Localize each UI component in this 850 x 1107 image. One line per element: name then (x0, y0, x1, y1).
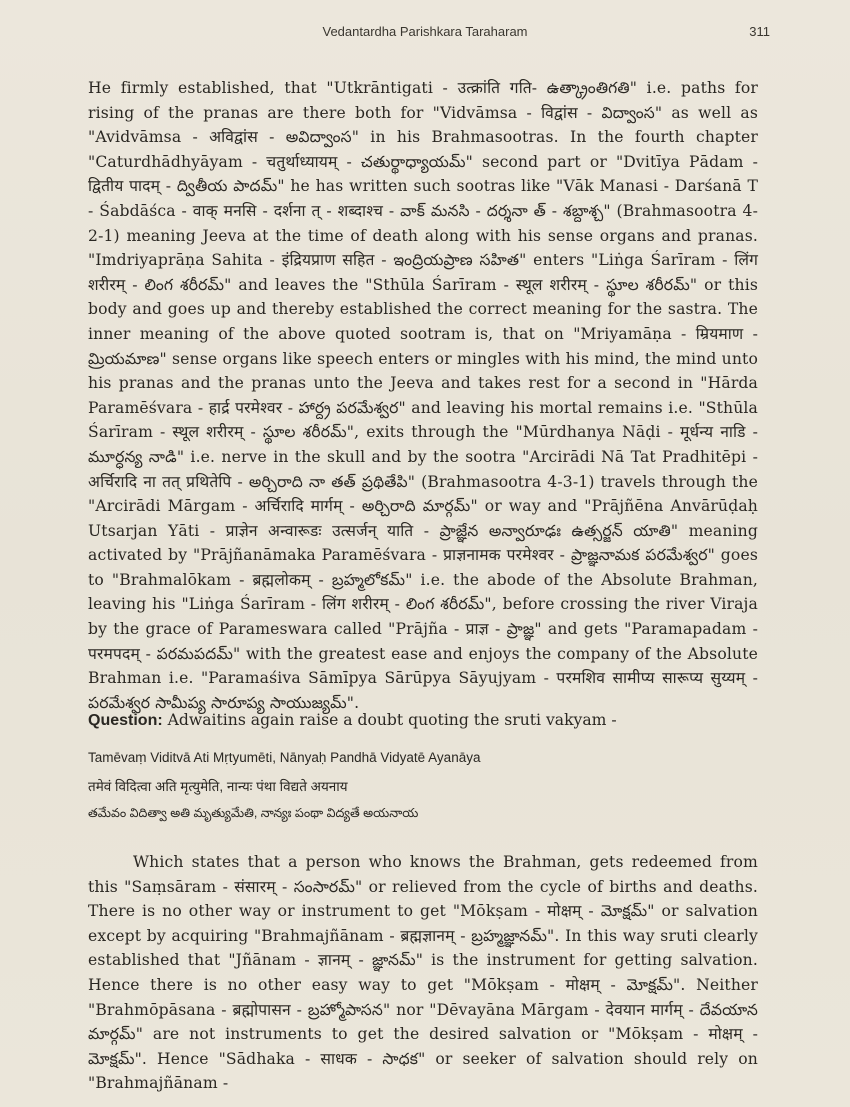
question-block (88, 708, 758, 733)
page-number: 311 (749, 24, 770, 39)
verse-roman: Tamēvaṃ Viditvā Ati Mṛtyumēti, Nānyaḥ Pandhā Vidyatē Ayanāya (88, 750, 481, 765)
paragraph-2: Which states that a person who knows the Brahman, gets redeemed from this "Saṃsāram - संसारम् - సంసారమ్" or relieved from the cycle of births and deaths. There is no other way or instrument to get "Mōkṣam - मोक्षम् - మోక్షమ్" or salvation except by acquiring "Brahmajñānam - ब्रह्मज्ञानम् - బ్రహ్మజ్ఞానమ్". In this way sruti clearly established that "Jñānam - ज्ञानम् - జ్ఞానమ్" is the instrument for getting salvation. Hence there is no other easy way to get "Mōkṣam - मोक्षम् - మోక్షమ్". Neither "Brahmōpāsana - ब्रह्मोपासन - బ్రహ్మోపాసన" nor "Dēvayāna Mārgam - देवयान मार्गम् - దేవయాన మార్గమ్" are not instruments to get the desired salvation or "Mōkṣam - मोक्षम् - మోక్షమ్". Hence "Sādhaka - साधक - సాధక" or seeker of salvation should rely on "Brahmajñānam - (88, 853, 758, 1093)
verse-telugu: తమేవం విదిత్వా అతి మృత్యుమేతి, నాన్యః పంథా విద్యతే అయనాయ (88, 806, 419, 820)
question-label: Question: (88, 712, 163, 729)
page-header (0, 24, 850, 44)
book-title: Vedantardha Parishkara Taraharam (322, 24, 528, 39)
second-paragraph (88, 850, 758, 1096)
verse-devanagari: तमेवं विदित्वा अति मृत्युमेति, नान्यः पंथा विद्यते अयनाय (88, 779, 348, 794)
main-paragraph (88, 76, 758, 715)
paragraph-1: He firmly established, that "Utkrāntigati - उत्क्रांति गति- ఉత్క్రాంతిగతి" i.e. paths for rising of the pranas are there both for "Vidvāmsa - विद्वांस - విద్వాంస" as well as "Avidvāmsa - अविद्वांस - అవిద్వాంస" in his Brahmasootras. In the fourth chapter "Caturdhādhyāyam - चतुर्थाध्यायम् - చతుర్థాధ్యాయమ్" second part or "Dvitīya Pādam - द्वितीय पादम् - ద్వితీయ పాదమ్" he has written such sootras like "Vāk Manasi - Darśanā T - Śabdāśca - वाक् मनसि - दर्शना त् - शब्दाश्च - వాక్ మనసి - దర్శనా త్ - శబ్దాశ్చ" (Brahmasootra 4-2-1) meaning Jeeva at the time of death along with his sense organs and pranas. "Imdriyaprāṇa Sahita - इंद्रियप्राण सहित - ఇంద్రియప్రాణ సహిత" enters "Liṅga Śarīram - लिंग शरीरम् - లింగ శరీరమ్" and leaves the "Sthūla Śarīram - स्थूल शरीरम् - స్థూల శరీరమ్" or this body and goes up and thereby established the correct meaning for the sastra. The inner meaning of the above quoted sootram is, that on "Mriyamāṇa - म्रियमाण - మ్రియమాణ" sense organs like speech enters or mingles with his mind, the mind unto his pranas and the pranas unto the Jeeva and takes rest for a second in "Hārda Paramēśvara - हार्द्र परमेश्वर - హార్ద్ర పరమేశ్వర" and leaving his mortal remains i.e. "Sthūla Śarīram - स्थूल शरीरम् - స్థూల శరీరమ్", exits through the "Mūrdhanya Nāḍi - मूर्धन्य नाडि - మూర్ధన్య నాడి" i.e. nerve in the skull and by the sootra "Arcirādi Nā Tat Pradhitēpi - अर्चिरादि ना तत् प्रथितेपि - అర్చిరాది నా తత్ ప్రథితేపి" (Brahmasootra 4-3-1) travels through the "Arcirādi Mārgam - अर्चिरादि मार्गम् - అర్చిరాది మార్గమ్" or way and "Prājñēna Anvārūḍaḥ Utsarjan Yāti - प्राज्ञेन अन्वारूडः उत्सर्जन् याति - ప్రాజ్ఞేన అన్వారూఢః ఉత్సర్జన్ యాతి" meaning activated by "Prājñanāmaka Paramēśvara - प्राज्ञनामक परमेश्वर - ప్రాజ్ఞనామక పరమేశ్వర" goes to "Brahmalōkam - ब्रह्मलोकम् - బ్రహ్మలోకమ్" i.e. the abode of the Absolute Brahman, leaving his "Liṅga Śarīram - लिंग शरीरम् - లింగ శరీరమ్", before crossing the river Viraja by the grace of Parameswara called "Prājña - प्राज्ञ - ప్రాజ్ఞ" and gets "Paramapadam - परमपदम् - పరమపదమ్" with the greatest ease and enjoys the company of the Absolute Brahman i.e. "Paramaśiva Sāmīpya Sārūpya Sāyujyam - परमशिव सामीप्य सारूप्य सुय्यम् - పరమేశ్వర సామీప్య సారూప్య సాయుజ్యమ్". (88, 79, 758, 712)
question-text: Adwaitins again raise a doubt quoting the sruti vakyam - (167, 711, 617, 729)
